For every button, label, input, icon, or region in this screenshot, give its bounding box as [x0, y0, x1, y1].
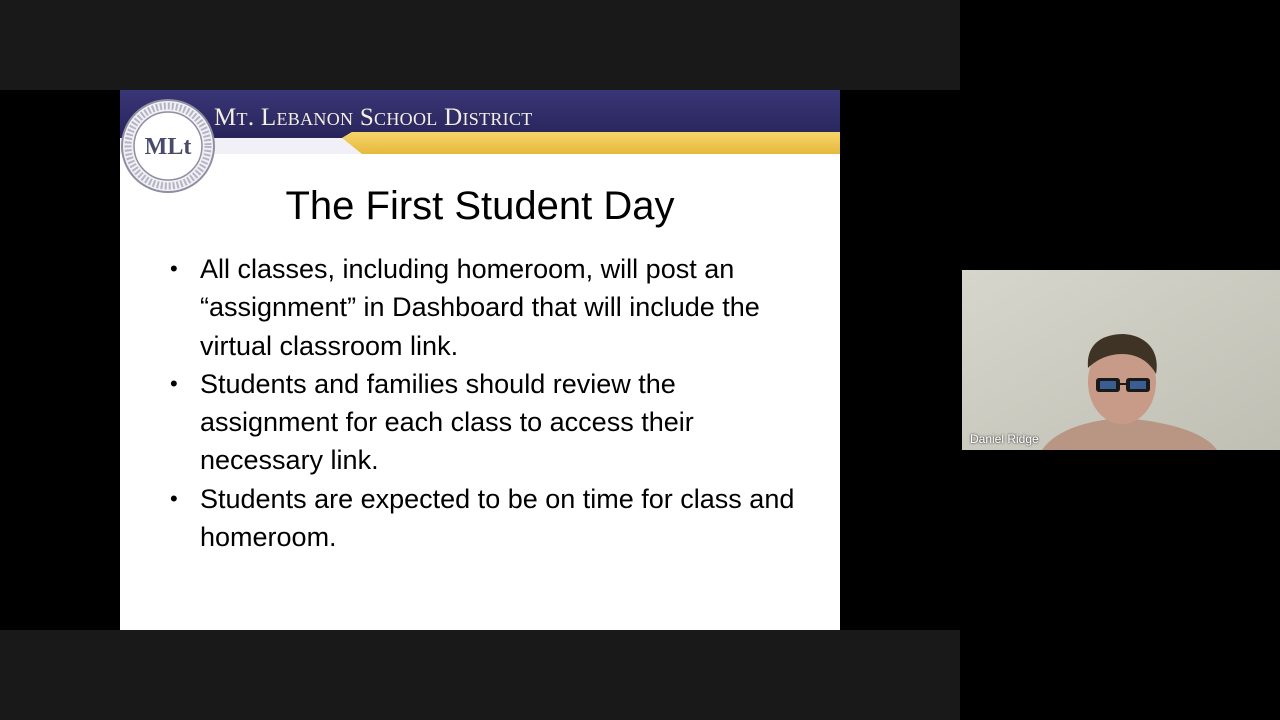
share-letterbox-top [0, 0, 960, 90]
banner-title: Mt. Lebanon School District [214, 104, 533, 131]
bullet-item [170, 365, 810, 480]
presentation-slide [120, 90, 840, 630]
slide-title: The First Student Day [285, 184, 675, 228]
participant-name-label: Daniel Ridge [970, 432, 1039, 446]
slide-banner [120, 90, 840, 154]
bullet-item [170, 250, 810, 365]
bullet-dot-icon: • [170, 256, 178, 281]
district-seal-logo [120, 98, 216, 194]
seal-monogram: MLt [144, 134, 192, 160]
share-letterbox-bottom [0, 630, 960, 720]
bullet-text: All classes, including homeroom, will post an “assignment” in Dashboard that will include the virtual classroom link. [200, 254, 760, 361]
participant-video-feed [962, 270, 1280, 450]
bullet-text: Students and families should review the assignment for each class to access their necessary link. [200, 368, 694, 476]
bullet-dot-icon: • [170, 370, 178, 396]
bullet-item [170, 480, 810, 557]
bullet-text: Students are expected to be on time for class and homeroom. [200, 483, 795, 553]
slide-bullet-list [170, 250, 810, 556]
participant-video-tile[interactable] [962, 270, 1280, 450]
bullet-dot-icon: • [170, 485, 178, 511]
